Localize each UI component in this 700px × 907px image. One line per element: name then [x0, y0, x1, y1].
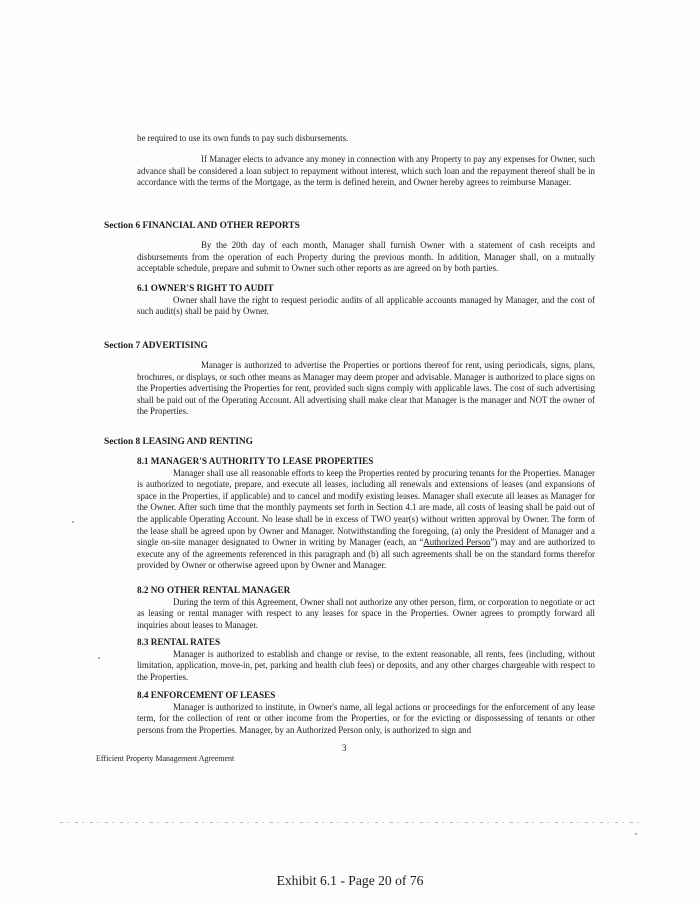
section-7-heading: Section 7 ADVERTISING	[104, 341, 208, 351]
section-8-4-block	[137, 690, 595, 736]
scan-speck	[98, 657, 100, 659]
continuation-paragraph: be required to use its own funds to pay such disbursements.	[137, 133, 349, 143]
exhibit-label: Exhibit 6.1 - Page 20 of 76	[276, 873, 424, 888]
section-8-3-heading: 8.3 RENTAL RATES	[137, 637, 221, 647]
section-7-paragraph: Manager is authorized to advertise the Properties or portions thereof for rent, using periodicals, signs, plans, brochures, or displays, or such other means as Manager may deem proper and advisable. Manager is authorized to place signs on the Properties advertising the Properties for rent, provided such signs comply with applicable laws. The cost of such advertising shall be paid out of the Operating Account. All advertising shall make clear that Manager is the manager and NOT the owner of the Properties.	[137, 360, 595, 417]
section-6-heading: Section 6 FINANCIAL AND OTHER REPORTS	[104, 221, 300, 231]
scan-artifact-line	[60, 822, 640, 823]
section-8-3-text: Manager is authorized to establish and change or revise, to the extent reasonable, all rents, fees (including, without limitation, application, move-in, pet, parking and health club fees) or deposits, and any other charges chargeable with respect to the Properties.	[137, 648, 595, 682]
section-6-paragraph: By the 20th day of each month, Manager shall furnish Owner with a statement of cash receipts and disbursements from the operation of each Property during the previous month. In addition, Manager shall, on a mutually acceptable schedule, prepare and submit to Owner such other reports as are agreed on by both parties.	[137, 240, 595, 274]
section-8-1-text: Manager shall use all reasonable efforts to keep the Properties rented by procuring tenants for the Properties. Manager is authorized to negotiate, prepare, and execute all leases, including all renewals and extensions of leases (and expansions of space in the Properties, if applicable) and to cancel and modify existing leases. Manager shall execute all leases as Manager for the Owner. After such time that the monthly payments set forth in Section 4.1 are made, all costs of leasing shall be paid out of the applicable Operating Account. No lease shall be in excess of TWO year(s) without written approval by Owner. The form of the lease shall be agreed upon by Owner and Manager. Notwithstanding the foregoing, (a) only the President of Manager and a single on-site manager designated to Owner in writing by Manager (each, an “Authorized Person”) may and are authorized to execute any of the agreements referenced in this paragraph and (b) all such agreements shall be on the standard forms therefor provided by Owner or otherwise agreed upon by Owner and Manager.	[137, 467, 595, 571]
section-8-4-heading: 8.4 ENFORCEMENT OF LEASES	[137, 690, 276, 700]
section-8-heading: Section 8 LEASING AND RENTING	[104, 437, 253, 447]
section-8-1-block	[137, 456, 595, 572]
footer-title: Efficient Property Management Agreement	[96, 754, 235, 763]
section-8-1-heading: 8.1 MANAGER'S AUTHORITY TO LEASE PROPERTIES	[137, 456, 374, 466]
section-8-2-block	[137, 585, 595, 631]
scan-speck	[635, 833, 637, 835]
section-8-3-block	[137, 637, 595, 683]
section-8-2-text: During the term of this Agreement, Owner shall not authorize any other person, firm, or corporation to negotiate or act as leasing or rental manager with respect to any leases for space in the Properties. Owner agrees to promptly forward all inquiries about leases to Manager.	[137, 596, 595, 630]
section-6-1-block	[137, 283, 595, 318]
scan-speck	[72, 521, 74, 523]
section-6-1-text: Owner shall have the right to request periodic audits of all applicable accounts managed by Manager, and the cost of such audit(s) shall be paid by Owner.	[137, 294, 595, 317]
section-8-2-heading: 8.2 NO OTHER RENTAL MANAGER	[137, 585, 291, 595]
section-6-1-heading: 6.1 OWNER'S RIGHT TO AUDIT	[137, 283, 274, 293]
manager-advance-paragraph: If Manager elects to advance any money in connection with any Property to pay any expenses for Owner, such advance shall be considered a loan subject to repayment without interest, which such loan and the repayment thereof shall be in accordance with the terms of the Mortgage, as the term is defined herein, and Owner hereby agrees to reimburse Manager.	[137, 154, 595, 188]
section-8-4-text: Manager is authorized to institute, in Owner's name, all legal actions or proceedings for the enforcement of any lease term, for the collection of rent or other income from the Properties, or for the evicting or dispossessing of tenants or other persons from the Properties. Manager, by an Authorized Person only, is authorized to sign and	[137, 701, 595, 735]
page-number: 3	[342, 743, 347, 753]
